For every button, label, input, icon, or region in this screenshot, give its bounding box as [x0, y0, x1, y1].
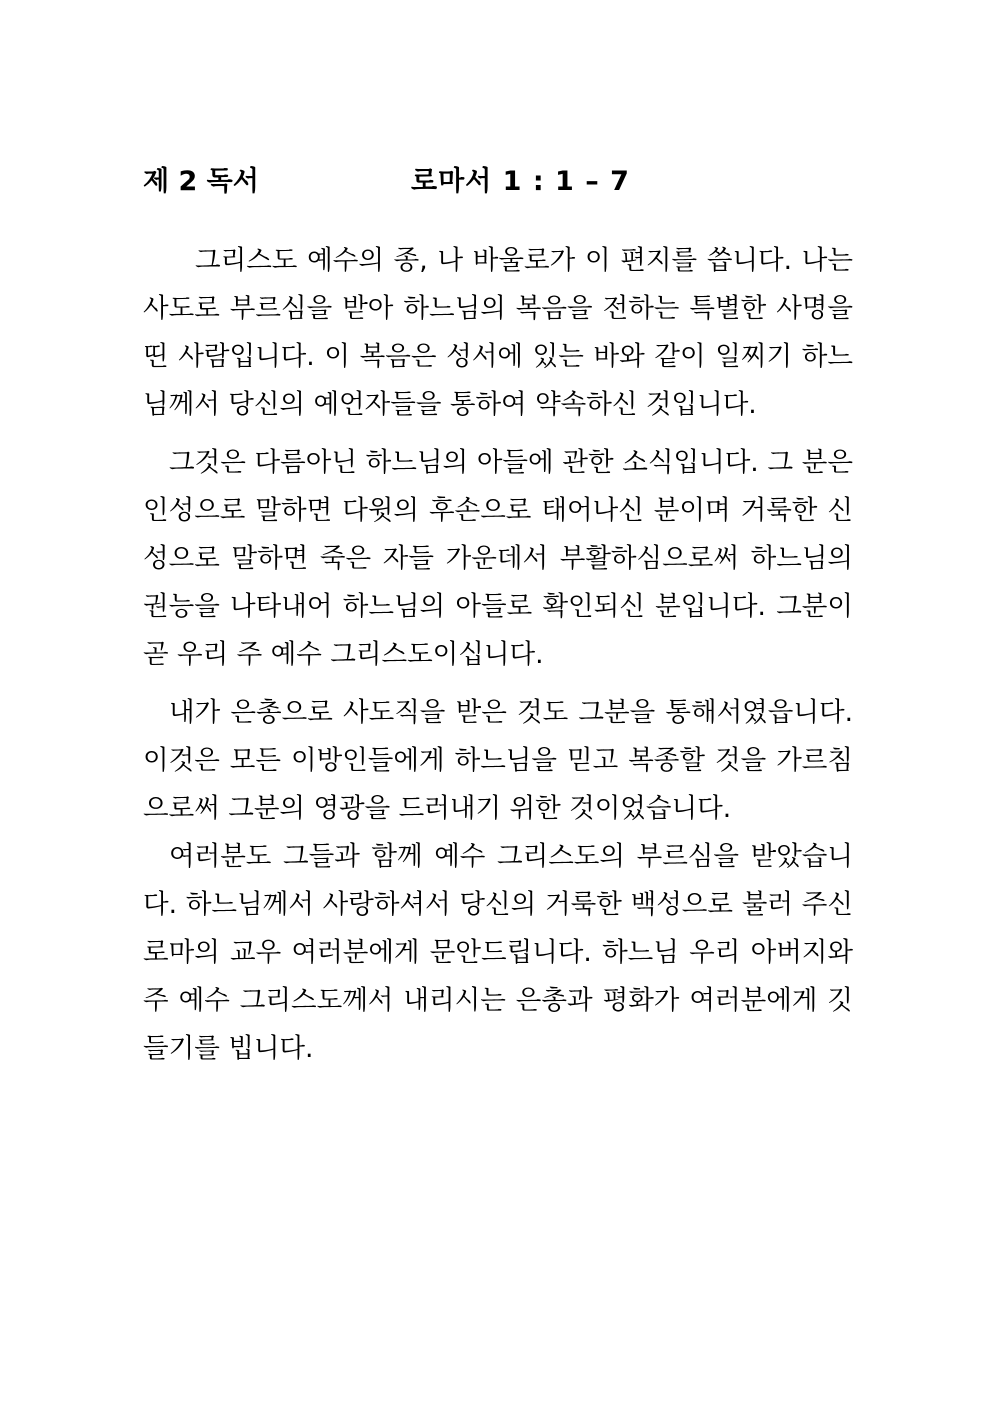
paragraph-2: 그것은 다름아닌 하느님의 아들에 관한 소식입니다. 그 분은 인성으로 말하면 다윗의 후손으로 태어나신 분이며 거룩한 신성으로 말하면 죽은 자들 가운데서 부활하심으로써 하느님의 권능을 나타내어 하느님의 아들로 확인되신 분입니다. 그분이 곧 우리 주 예수 그리스도이십니다.: [143, 447, 853, 670]
paragraph-4: 여러분도 그들과 함께 예수 그리스도의 부르심을 받았습니다. 하느님께서 사랑하셔서 당신의 거룩한 백성으로 불러 주신 로마의 교우 여러분에게 문안드립니다. 하느님 우리 아버지와 주 예수 그리스도께서 내리시는 은총과 평화가 여러분에게 깃들기를 빕니다.: [143, 841, 853, 1064]
reading-heading: [143, 160, 853, 204]
reading-label: 제 2 독서: [143, 166, 259, 197]
paragraph-1: 그리스도 예수의 종, 나 바울로가 이 편지를 씁니다. 나는 사도로 부르심을 받아 하느님의 복음을 전하는 특별한 사명을 띤 사람입니다. 이 복음은 성서에 있는 바와 같이 일찌기 하느님께서 당신의 예언자들을 통하여 약속하신 것입니다.: [143, 245, 853, 420]
paragraph-3: 내가 은총으로 사도직을 받은 것도 그분을 통해서였읍니다. 이것은 모든 이방인들에게 하느님을 믿고 복종할 것을 가르침으로써 그분의 영광을 드러내기 위한 것이었습니다.: [143, 697, 853, 824]
reading-body: [143, 237, 853, 1083]
scripture-reference: 로마서 1 : 1 – 7: [411, 166, 630, 197]
